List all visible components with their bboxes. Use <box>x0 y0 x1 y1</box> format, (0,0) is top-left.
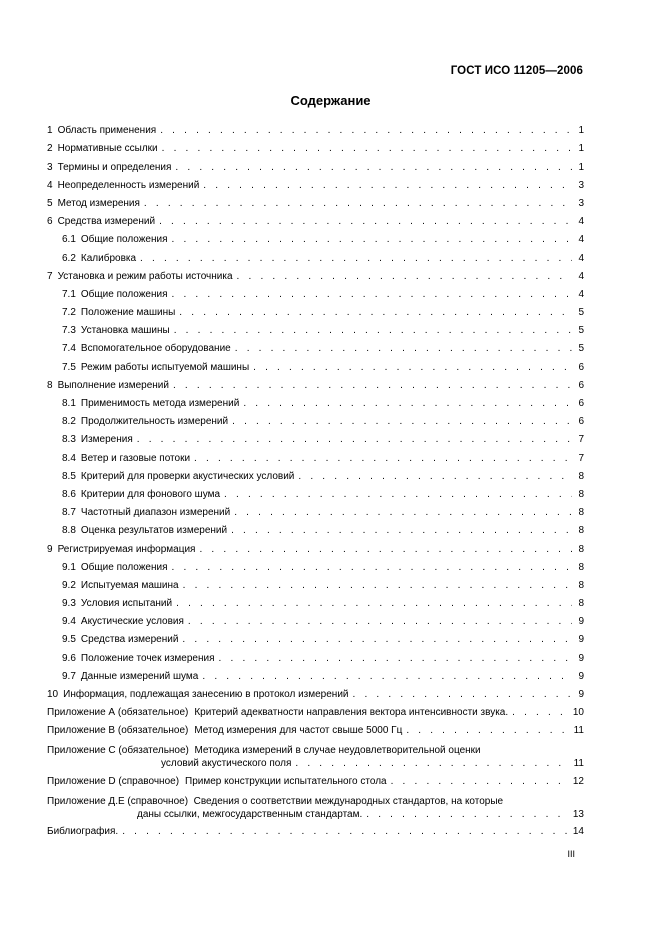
toc-entry-title: Установка машины <box>80 325 170 337</box>
toc-entry-page: 1 <box>578 143 584 155</box>
toc-entry[interactable] <box>47 484 584 502</box>
toc-entry-title: Выполнение измерений <box>57 379 169 391</box>
toc-entry-title: Положение точек измерения <box>80 652 215 664</box>
toc-entry[interactable] <box>47 629 584 647</box>
toc-entry[interactable] <box>47 666 584 684</box>
toc-entry-page: 8 <box>578 470 584 482</box>
appendix-entry[interactable] <box>47 770 584 788</box>
toc-entry-number: 9.2 <box>62 579 76 591</box>
appendix-title: Метод измерения для частот свыше 5000 Гц <box>194 725 403 737</box>
appendix-line <box>47 808 584 821</box>
appendix-entry[interactable] <box>47 738 584 770</box>
appendix-page: 13 <box>572 808 584 820</box>
toc-entry[interactable] <box>47 611 584 629</box>
toc-entry-title: Условия испытаний <box>80 598 173 610</box>
toc-entry-number: 4 <box>47 179 53 191</box>
appendix-label: Приложение Д.Е (справочное) <box>47 795 189 807</box>
toc-entry-number: 9.5 <box>62 634 76 646</box>
toc-entry-number: 7.3 <box>62 325 76 337</box>
toc-entry-number: 7.4 <box>62 343 76 355</box>
appendix-label: Приложение С (обязательное) <box>47 745 189 757</box>
toc-entry-page: 5 <box>578 325 584 337</box>
dot-leader <box>140 252 572 265</box>
toc-entry-title: Критерий для проверки акустических условий <box>80 470 295 482</box>
toc-entry-number: 8.1 <box>62 398 76 409</box>
toc-entry[interactable] <box>47 447 584 465</box>
appendix-line <box>47 744 584 757</box>
toc-entry-title: Общие положения <box>80 288 168 300</box>
toc-entry-page: 8 <box>578 507 584 519</box>
toc-entry-page: 5 <box>578 307 584 319</box>
toc-entry-title: Метод измерения <box>57 197 140 209</box>
dot-leader <box>219 652 572 665</box>
bibliography-entry[interactable] <box>47 821 584 839</box>
toc-entry-page: 4 <box>578 288 584 300</box>
toc-entry[interactable] <box>47 647 584 665</box>
standard-number: ГОСТ ИСО 11205—2006 <box>450 65 583 77</box>
dot-leader <box>144 197 572 210</box>
dot-leader <box>512 706 569 719</box>
dot-leader <box>176 597 572 610</box>
toc-entry-title: Положение машины <box>80 307 176 319</box>
dot-leader <box>224 488 572 501</box>
toc-entry-title: Частотный диапазон измерений <box>80 507 231 519</box>
toc-entry-title: Неопределенность измерений <box>57 179 200 191</box>
toc-entry-number: 9.6 <box>62 652 76 664</box>
toc-entry[interactable] <box>47 502 584 520</box>
toc-entry-title: Продолжительность измерений <box>80 416 229 428</box>
dot-leader <box>162 142 572 155</box>
toc-entry-page: 1 <box>578 161 584 173</box>
toc-entry-page: 9 <box>578 670 584 682</box>
toc-entry-number: 7.1 <box>62 288 76 300</box>
dot-leader <box>202 670 572 683</box>
toc-entry[interactable] <box>47 575 584 593</box>
toc-entry-number: 3 <box>47 161 53 173</box>
dot-leader <box>235 342 572 355</box>
toc-entry-page: 7 <box>578 434 584 446</box>
toc-entry-page: 5 <box>578 343 584 355</box>
toc-entry-title: Общие положения <box>80 561 168 573</box>
toc-entry-number: 9.1 <box>62 561 76 573</box>
toc-entry-title: Средства измерений <box>80 634 179 646</box>
toc-entry[interactable] <box>47 138 584 156</box>
table-of-contents <box>47 120 584 839</box>
toc-entry[interactable] <box>47 466 584 484</box>
toc-entry-page: 9 <box>578 689 584 700</box>
toc-entry-title: Данные измерений шума <box>80 670 199 682</box>
appendix-entry[interactable] <box>47 789 584 821</box>
toc-entry-title: Критерии для фонового шума <box>80 488 221 500</box>
toc-entry[interactable] <box>47 156 584 174</box>
dot-leader <box>366 808 569 821</box>
toc-entry[interactable] <box>47 557 584 575</box>
toc-entry[interactable] <box>47 284 584 302</box>
toc-entry-page: 8 <box>578 598 584 610</box>
toc-entry[interactable] <box>47 211 584 229</box>
toc-entry[interactable] <box>47 375 584 393</box>
toc-entry-page: 8 <box>578 488 584 500</box>
toc-entry[interactable] <box>47 356 584 374</box>
toc-entry-number: 8.3 <box>62 434 76 446</box>
dot-leader <box>179 306 572 319</box>
toc-entry-page: 6 <box>578 379 584 391</box>
toc-entry[interactable] <box>47 429 584 447</box>
toc-entry[interactable] <box>47 684 584 702</box>
dot-leader <box>182 633 572 646</box>
appendix-line <box>47 757 584 770</box>
toc-entry[interactable] <box>47 120 584 138</box>
appendix-page: 11 <box>573 758 584 770</box>
dot-leader <box>122 825 569 838</box>
appendix-label: Приложение D (справочное) <box>47 775 180 787</box>
appendix-page: 10 <box>572 707 584 719</box>
toc-entry-page: 6 <box>578 361 584 373</box>
toc-entry[interactable] <box>47 393 584 411</box>
dot-leader <box>243 397 572 410</box>
toc-entry-page: 7 <box>578 452 584 464</box>
toc-entry-title: Установка и режим работы источника <box>57 270 233 282</box>
dot-leader <box>160 124 572 137</box>
toc-entry-title: Нормативные ссылки <box>57 143 158 155</box>
toc-entry[interactable] <box>47 320 584 338</box>
toc-entry-page: 9 <box>578 652 584 664</box>
toc-entry[interactable] <box>47 302 584 320</box>
dot-leader <box>194 452 572 465</box>
toc-entry-number: 9 <box>47 543 53 555</box>
toc-entry-title: Оценка результатов измерений <box>80 525 228 537</box>
toc-entry-number: 6.2 <box>62 252 76 264</box>
toc-entry-title: Термины и определения <box>57 161 172 173</box>
toc-entry-number: 7.5 <box>62 361 76 373</box>
toc-entry-page: 9 <box>578 616 584 628</box>
toc-entry[interactable] <box>47 538 584 556</box>
appendix-title: Методика измерений в случае неудовлетворительной оценки <box>194 745 481 757</box>
toc-entry-number: 2 <box>47 143 53 155</box>
toc-entry-number: 8 <box>47 379 53 391</box>
toc-entry-number: 9.4 <box>62 616 76 628</box>
appendix-label: Приложение В (обязательное) <box>47 725 189 737</box>
toc-entry-number: 8.2 <box>62 416 76 428</box>
toc-entry-page: 4 <box>578 234 584 246</box>
toc-entry-title: Область применения <box>57 125 157 137</box>
dot-leader <box>172 288 573 301</box>
dot-leader <box>173 379 572 392</box>
toc-entry[interactable] <box>47 229 584 247</box>
dot-leader <box>188 615 572 628</box>
toc-entry-title: Информация, подлежащая занесению в протокол измерений <box>63 689 349 700</box>
toc-entry-title: Регистрируемая информация <box>57 543 196 555</box>
dot-leader <box>232 415 572 428</box>
dot-leader <box>174 324 572 337</box>
toc-entry-title: Испытуемая машина <box>80 579 179 591</box>
toc-entry-page: 9 <box>578 634 584 646</box>
toc-entry-page: 8 <box>578 561 584 573</box>
toc-entry-title: Средства измерений <box>57 216 156 228</box>
dot-leader <box>199 543 572 556</box>
dot-leader <box>183 579 572 592</box>
toc-entry-number: 8.8 <box>62 525 76 537</box>
toc-entry-title: Общие положения <box>80 234 168 246</box>
appendix-entry[interactable] <box>47 720 584 738</box>
appendix-line <box>47 795 584 808</box>
appendix-title: Критерий адекватности направления вектора интенсивности звука. <box>194 707 509 719</box>
toc-entry-page: 1 <box>578 125 584 137</box>
dot-leader <box>172 561 573 574</box>
toc-entry-number: 9.7 <box>62 670 76 682</box>
toc-entry-number: 5 <box>47 197 53 209</box>
toc-entry-page: 8 <box>578 525 584 537</box>
toc-entry-number: 8.4 <box>62 452 76 464</box>
toc-entry-title: Калибровка <box>80 252 137 264</box>
toc-entry-title: Режим работы испытуемой машины <box>80 361 250 373</box>
dot-leader <box>234 506 572 519</box>
toc-entry-number: 8.7 <box>62 507 76 519</box>
dot-leader <box>175 161 572 174</box>
toc-entry-title: Применимость метода измерений <box>80 398 240 409</box>
toc-entry-title: Измерения <box>80 434 133 446</box>
dot-leader <box>253 361 572 374</box>
bibliography-page: 14 <box>572 825 584 837</box>
toc-entry-page: 8 <box>578 543 584 555</box>
toc-entry-number: 8.6 <box>62 488 76 500</box>
page-folio: III <box>567 849 575 859</box>
toc-entry[interactable] <box>47 338 584 356</box>
bibliography-title: Библиография. <box>47 825 119 837</box>
toc-entry-number: 7.2 <box>62 307 76 319</box>
toc-entry-title: Акустические условия <box>80 616 184 628</box>
appendix-title-continued: условий акустического поля <box>161 758 292 770</box>
appendix-title: Пример конструкции испытательного стола <box>185 775 387 787</box>
toc-entry-page: 4 <box>578 270 584 282</box>
toc-entry-number: 6 <box>47 216 53 228</box>
toc-entry-number: 10 <box>47 689 59 700</box>
dot-leader <box>353 688 572 701</box>
toc-entry-page: 4 <box>578 252 584 264</box>
dot-leader <box>137 433 572 446</box>
toc-entry-number: 8.5 <box>62 470 76 482</box>
dot-leader <box>391 775 569 788</box>
toc-entry[interactable] <box>47 593 584 611</box>
appendix-entry[interactable] <box>47 702 584 720</box>
toc-entry-page: 4 <box>578 216 584 228</box>
dot-leader <box>203 179 572 192</box>
appendix-page: 12 <box>572 775 584 787</box>
dot-leader <box>231 524 572 537</box>
toc-entry-page: 8 <box>578 579 584 591</box>
appendix-title: Сведения о соответствии международных стандартов, на которые <box>193 795 504 807</box>
toc-entry[interactable] <box>47 175 584 193</box>
toc-entry[interactable] <box>47 266 584 284</box>
appendix-label: Приложение А (обязательное) <box>47 707 189 719</box>
toc-entry[interactable] <box>47 247 584 265</box>
toc-entry[interactable] <box>47 520 584 538</box>
toc-entry-title: Ветер и газовые потоки <box>80 452 191 464</box>
toc-entry[interactable] <box>47 411 584 429</box>
toc-entry-page: 3 <box>578 197 584 209</box>
dot-leader <box>298 470 572 483</box>
toc-entry-page: 6 <box>578 416 584 428</box>
appendix-page: 11 <box>573 725 584 737</box>
toc-entry-title: Вспомогательное оборудование <box>80 343 231 355</box>
toc-entry-page: 6 <box>578 398 584 409</box>
dot-leader <box>406 724 569 737</box>
dot-leader <box>172 233 573 246</box>
dot-leader <box>295 757 569 770</box>
toc-entry-number: 6.1 <box>62 234 76 246</box>
toc-entry-page: 3 <box>578 179 584 191</box>
toc-entry-number: 1 <box>47 125 53 137</box>
dot-leader <box>237 270 572 283</box>
appendix-title-continued: даны ссылки, межгосударственным стандартам. <box>137 808 363 820</box>
toc-entry-number: 9.3 <box>62 598 76 610</box>
toc-entry-number: 7 <box>47 270 53 282</box>
dot-leader <box>159 215 572 228</box>
toc-entry[interactable] <box>47 193 584 211</box>
page-title: Содержание <box>290 93 371 108</box>
